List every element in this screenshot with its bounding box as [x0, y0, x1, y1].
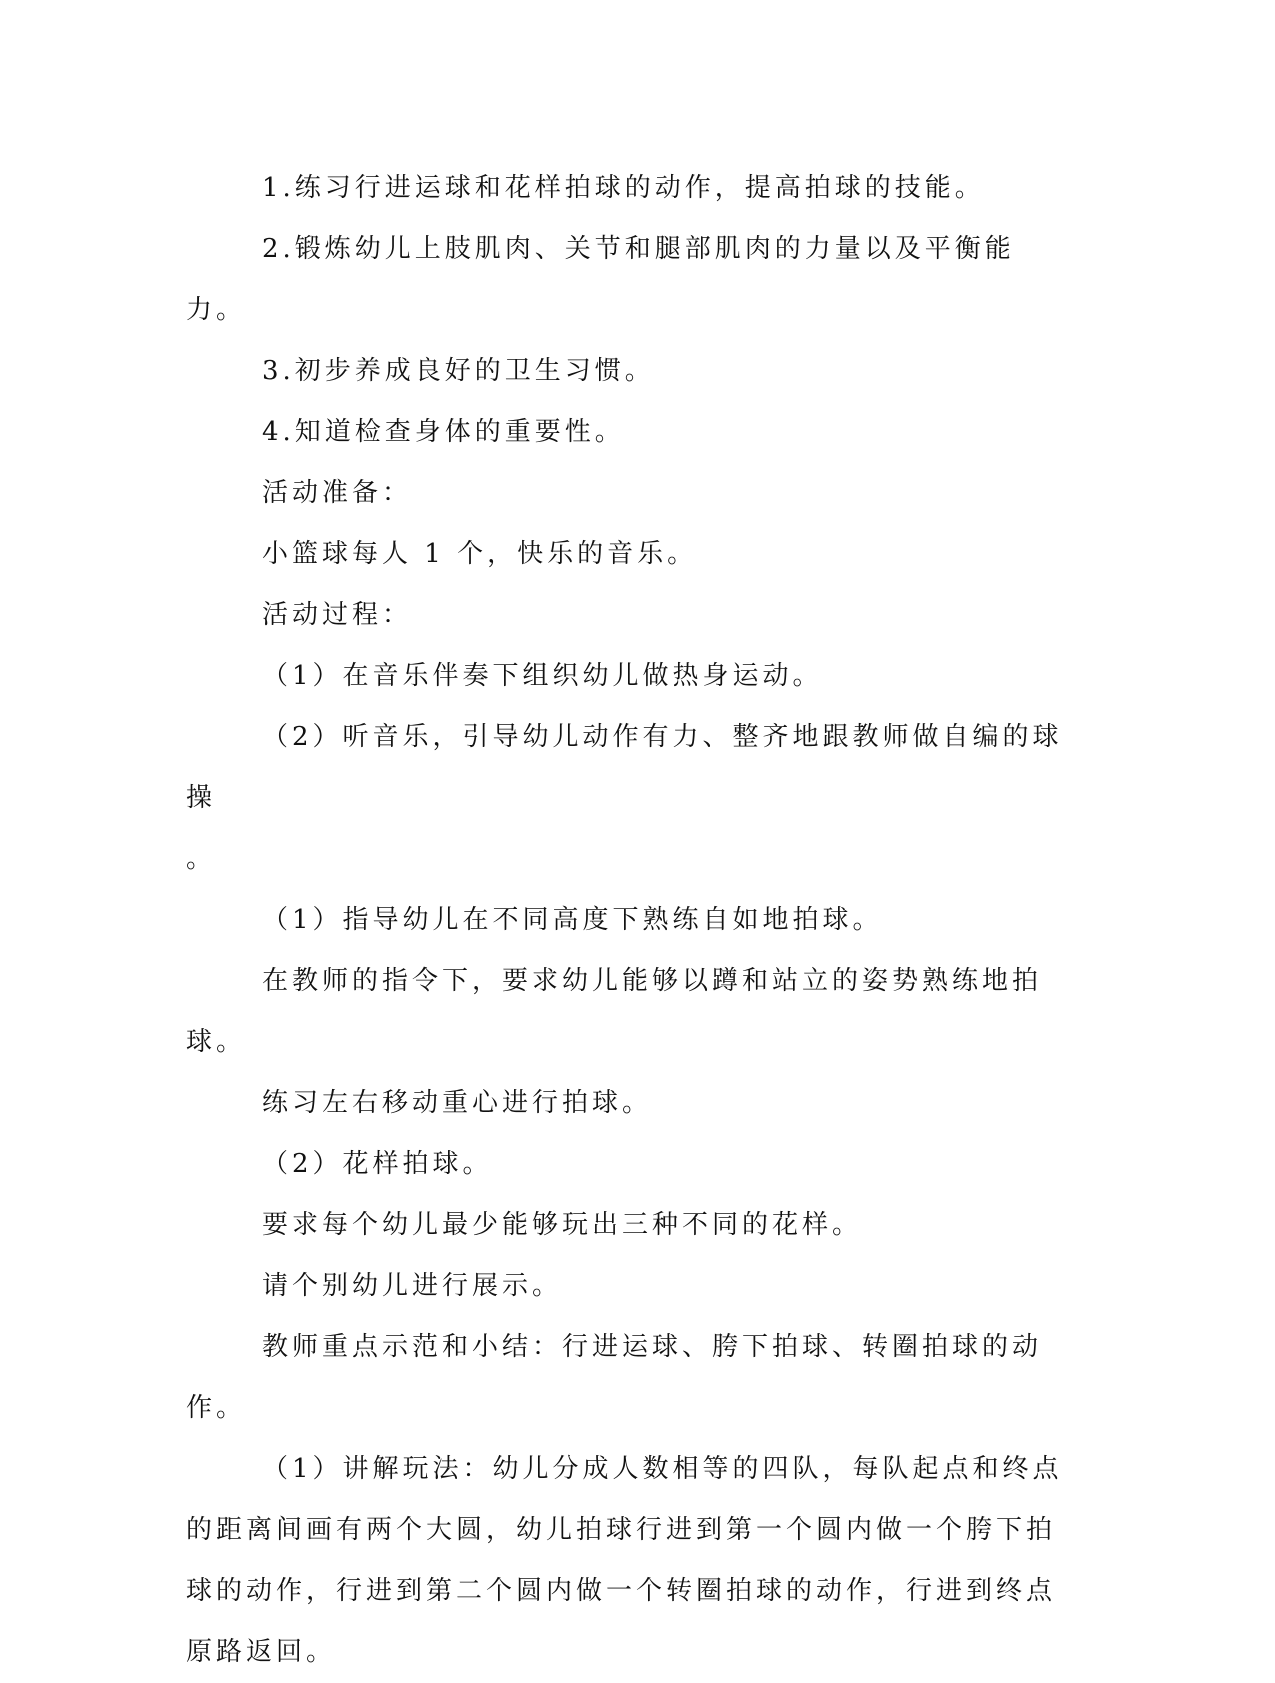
heading-process: 活动过程：: [262, 600, 413, 630]
paragraph-warmup: （1）在音乐伴奏下组织幼儿做热身运动。: [262, 661, 823, 691]
paragraph-goal-1: 1.练习行进运球和花样拍球的动作，提高拍球的技能。: [262, 173, 985, 203]
paragraph-game-rules: （1）讲解玩法：幼儿分成人数相等的四队，每队起点和终点的距离间画有两个大圆，幼儿拍球行进到第一个圆内做一个胯下拍球的动作，行进到第二个圆内做一个转圈拍球的动作，行进到终点原路返回。: [186, 1454, 1063, 1667]
paragraph-show: 请个别幼儿进行展示。: [262, 1271, 563, 1301]
paragraph-fancy-bounce: （2）花样拍球。: [262, 1149, 493, 1179]
paragraph-shift-weight: 练习左右移动重心进行拍球。: [262, 1088, 653, 1118]
paragraph-ball-exercise: （2）听音乐，引导幼儿动作有力、整齐地跟教师做自编的球操: [186, 722, 1063, 813]
paragraph-period: 。: [186, 844, 217, 874]
paragraph-preparation: 小篮球每人 1 个，快乐的音乐。: [262, 539, 698, 569]
paragraph-demo-summary: 教师重点示范和小结：行进运球、胯下拍球、转圈拍球的动作。: [186, 1332, 1043, 1423]
document-body: [186, 158, 1066, 1683]
paragraph-goal-2: 2.锻炼幼儿上肢肌肉、关节和腿部肌肉的力量以及平衡能力。: [186, 234, 1015, 325]
heading-preparation: 活动准备：: [262, 478, 413, 508]
paragraph-goal-3: 3.初步养成良好的卫生习惯。: [262, 356, 655, 386]
paragraph-teacher-command: 在教师的指令下，要求幼儿能够以蹲和站立的姿势熟练地拍球。: [186, 966, 1043, 1057]
paragraph-height-bounce: （1）指导幼儿在不同高度下熟练自如地拍球。: [262, 905, 883, 935]
paragraph-three-styles: 要求每个幼儿最少能够玩出三种不同的花样。: [262, 1210, 863, 1240]
paragraph-goal-4: 4.知道检查身体的重要性。: [262, 417, 625, 447]
